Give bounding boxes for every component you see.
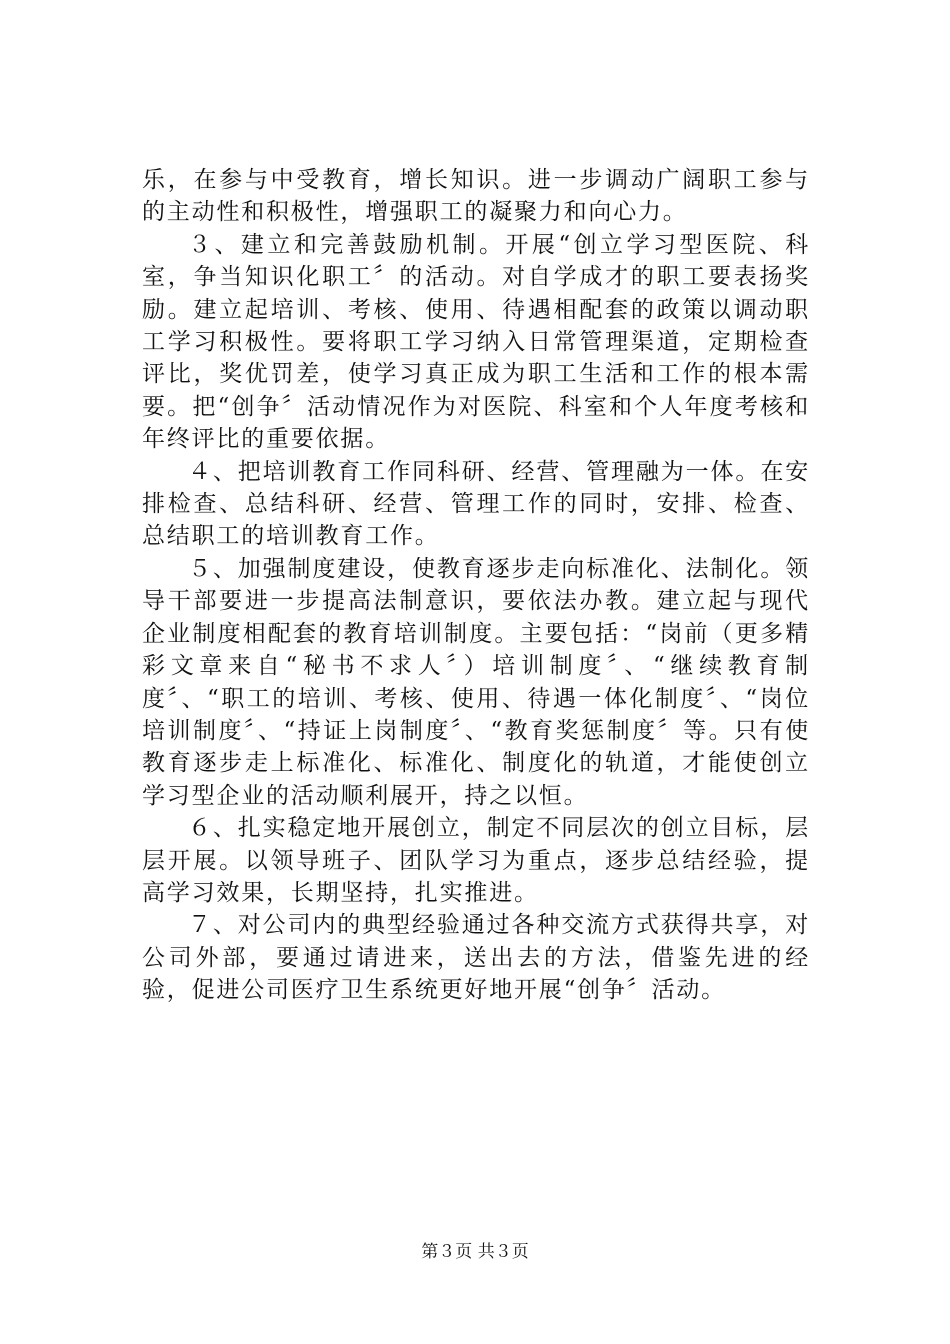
paragraph-item-5: ５、加强制度建设，使教育逐步走向标准化、法制化。领导干部要进一步提高法制意识，要依法办教。建立起与现代企业制度相配套的教育培训制度。主要包括：“岗前（更多精彩文章来自“秘书不求人〞）培训制度〞、“继续教育制度〞、“职工的培训、考核、使用、待遇一体化制度〞、“岗位培训制度〞、“持证上岗制度〞、“教育奖惩制度〞等。只有使教育逐步走上标准化、标准化、制度化的轨道，才能使创立学习型企业的活动顺利展开，持之以恒。 [142,555,810,809]
page-footer: 第３页 共３页 [421,1242,529,1262]
paragraph-continuation: 乐，在参与中受教育，增长知识。进一步调动广阔职工参与的主动性和积极性，增强职工的凝聚力和向心力。 [142,167,810,226]
paragraph-item-7: ７、对公司内的典型经验通过各种交流方式获得共享，对公司外部，要通过请进来，送出去的方法，借鉴先进的经验，促进公司医疗卫生系统更好地开展“创争〞活动。 [142,912,810,1004]
paragraph-item-3: ３、建立和完善鼓励机制。开展“创立学习型医院、科室，争当知识化职工〞的活动。对自学成才的职工要表扬奖励。建立起培训、考核、使用、待遇相配套的政策以调动职工学习积极性。要将职工学习纳入日常管理渠道，定期检查评比，奖优罚差，使学习真正成为职工生活和工作的根本需要。把“创争〞活动情况作为对医院、科室和个人年度考核和年终评比的重要依据。 [142,231,810,453]
paragraph-item-4: ４、把培训教育工作同科研、经营、管理融为一体。在安排检查、总结科研、经营、管理工作的同时，安排、检查、总结职工的培训教育工作。 [142,458,810,550]
document-body [142,164,810,1007]
paragraph-item-6: ６、扎实稳定地开展创立，制定不同层次的创立目标，层层开展。以领导班子、团队学习为重点，逐步总结经验，提高学习效果，长期坚持，扎实推进。 [142,815,810,906]
